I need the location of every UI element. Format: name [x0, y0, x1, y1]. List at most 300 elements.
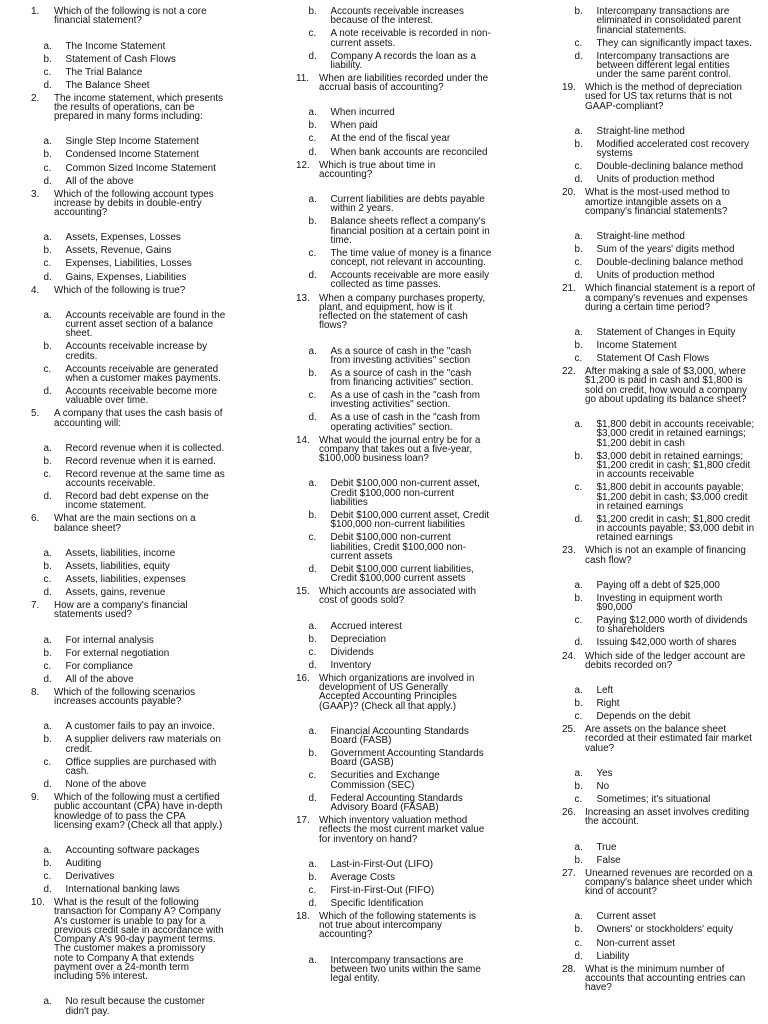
- option-a: [31, 722, 266, 731]
- question-2: [31, 94, 266, 186]
- question-stem: [31, 688, 266, 707]
- option-a: [562, 581, 762, 590]
- question-text: Which financial statement is a report of a company's revenues and expenses during a certain time period?: [585, 283, 756, 313]
- answer-options: [562, 581, 762, 648]
- option-letter: b.: [574, 6, 583, 17]
- question-text: What is the most-used method to amortize intangible assets on a company's financial statements?: [585, 187, 730, 217]
- option-text: Company A records the loan as a liability.: [330, 50, 476, 71]
- option-b: [562, 594, 762, 613]
- option-letter: b.: [43, 149, 52, 161]
- question-18: [296, 912, 531, 984]
- option-letter: c.: [43, 756, 52, 768]
- question-text: Unearned revenues are recorded on a company's balance sheet under which kind of account?: [585, 867, 753, 898]
- option-letter: a.: [574, 125, 583, 137]
- option-text: Average Costs: [330, 871, 396, 883]
- option-b: [562, 925, 762, 934]
- option-text: Units of production method: [596, 270, 715, 282]
- option-text: Modified accelerated cost recovery systems: [596, 138, 750, 160]
- question-text: Which accounts are associated with cost of goods sold?: [319, 586, 476, 607]
- option-b: [31, 457, 266, 466]
- option-a: [31, 444, 266, 453]
- option-c: [562, 712, 762, 721]
- question-text: What is the result of the following transaction for Company A? Company A's customer is unable to pay for a previous credit sale in accordance with Company A's 90-day payment terms. The customer makes a promissory note to Company A that extends payment over a 24-month term including 5% interest.: [54, 897, 224, 983]
- question-16: [296, 674, 531, 812]
- answer-options: [296, 860, 531, 908]
- option-letter: d.: [308, 659, 317, 671]
- option-text: For external negotiation: [65, 647, 170, 659]
- option-letter: b.: [308, 510, 317, 521]
- question-stem: [562, 965, 762, 993]
- question-number: 1.: [31, 6, 40, 17]
- option-letter: c.: [308, 770, 317, 782]
- answer-options: [31, 137, 266, 185]
- option-letter: a.: [574, 911, 583, 923]
- option-text: Double-declining balance method: [596, 257, 744, 269]
- option-a: [562, 769, 762, 778]
- option-letter: d.: [43, 491, 52, 503]
- option-letter: a.: [574, 685, 583, 697]
- option-letter: b.: [43, 245, 52, 257]
- option-a: [562, 420, 762, 448]
- option-letter: d.: [43, 175, 52, 187]
- option-letter: b.: [43, 734, 52, 746]
- answer-options: [296, 727, 531, 812]
- option-d: [31, 387, 266, 406]
- option-letter: c.: [574, 937, 583, 949]
- option-letter: d.: [574, 513, 583, 525]
- option-text: Expenses, Liabilities, Losses: [65, 258, 192, 270]
- option-text: The Balance Sheet: [65, 79, 150, 91]
- option-text: As a source of cash in the "cash from investing activities" section: [330, 345, 472, 366]
- option-d: [296, 148, 531, 157]
- option-letter: b.: [43, 341, 52, 353]
- option-letter: c.: [574, 257, 583, 269]
- answer-options: [296, 195, 531, 290]
- question-stem: [296, 816, 531, 844]
- option-d: [296, 413, 531, 432]
- option-c: [562, 616, 762, 635]
- question-stem: [31, 94, 266, 122]
- option-text: A supplier delivers raw materials on credit.: [65, 734, 221, 755]
- option-letter: c.: [308, 884, 317, 896]
- option-letter: b.: [574, 592, 583, 604]
- question-stem: [296, 74, 531, 93]
- option-a: [562, 912, 762, 921]
- option-c: [296, 134, 531, 143]
- option-text: Federal Accounting Standards Advisory Board (FASAB): [330, 792, 463, 813]
- option-letter: d.: [43, 385, 52, 397]
- option-letter: d.: [574, 637, 583, 649]
- option-letter: d.: [574, 50, 583, 62]
- option-letter: c.: [43, 258, 52, 270]
- option-letter: d.: [308, 897, 317, 909]
- option-text: The Income Statement: [65, 40, 166, 52]
- option-letter: b.: [308, 216, 317, 228]
- option-b: [296, 7, 531, 26]
- option-letter: a.: [43, 232, 52, 244]
- option-letter: b.: [43, 53, 52, 65]
- question-number: 14.: [296, 434, 310, 446]
- question-stem: [562, 367, 762, 404]
- option-text: Gains, Expenses, Liabilities: [65, 271, 187, 283]
- question-text: Which inventory valuation method reflects the most current market value for inventory on hand?: [319, 815, 485, 845]
- option-text: Paying $12,000 worth of dividends to shareholders: [596, 615, 748, 636]
- option-text: Units of production method: [596, 174, 715, 186]
- option-text: Current liabilities are debts payable within 2 years.: [330, 194, 485, 215]
- option-text: Assets, Expenses, Losses: [65, 232, 181, 244]
- option-text: Straight-line method: [596, 125, 685, 137]
- option-d: [31, 273, 266, 282]
- question-10: [31, 898, 266, 1016]
- option-letter: a.: [43, 634, 52, 646]
- option-d: [296, 794, 531, 813]
- option-letter: c.: [43, 66, 52, 78]
- option-text: Assets, liabilities, equity: [65, 560, 170, 572]
- option-text: $1,800 debit in accounts payable; $1,200 debit in cash; $3,000 credit in retained earnings: [596, 482, 748, 512]
- option-letter: d.: [308, 563, 317, 575]
- question-stem: [296, 294, 531, 331]
- option-letter: a.: [43, 547, 52, 559]
- option-text: Depreciation: [330, 633, 386, 645]
- question-number: 13.: [296, 292, 310, 304]
- option-text: Assets, liabilities, expenses: [65, 574, 186, 586]
- option-text: Debit $100,000 current liabilities, Credit $100,000 current assets: [330, 563, 474, 585]
- option-text: As a use of cash in the "cash from investing activities" section.: [330, 390, 481, 411]
- question-stem: [296, 674, 531, 711]
- option-a: [31, 549, 266, 558]
- answer-options: [562, 912, 762, 960]
- option-d: [31, 81, 266, 90]
- option-b: [562, 7, 762, 35]
- question-text: When a company purchases property, plant, and equipment, how is it reflected on the statement of cash flows?: [319, 292, 486, 332]
- option-text: Debit $100,000 non-current asset, Credit $100,000 non-current liabilities: [330, 478, 480, 508]
- answer-options: [562, 232, 762, 280]
- option-text: When incurred: [330, 107, 395, 119]
- question-stem: [296, 587, 531, 606]
- option-text: Condensed Income Statement: [65, 149, 199, 161]
- question-number: 26.: [562, 807, 576, 819]
- option-letter: c.: [308, 247, 317, 259]
- option-a: [296, 727, 531, 746]
- option-c: [31, 575, 266, 584]
- option-text: Straight-line method: [596, 231, 685, 243]
- option-letter: d.: [43, 673, 52, 685]
- answer-options: [562, 420, 762, 542]
- option-text: No: [596, 780, 610, 792]
- option-text: Accounts receivable are generated when a customer makes payments.: [65, 363, 221, 384]
- answer-options: [562, 843, 762, 865]
- question-text: Which side of the ledger account are debits recorded on?: [585, 650, 746, 671]
- option-text: Right: [596, 698, 620, 710]
- question-6: [31, 514, 266, 597]
- option-b: [296, 511, 531, 530]
- option-letter: c.: [308, 532, 317, 544]
- option-b: [562, 140, 762, 159]
- option-letter: b.: [308, 6, 317, 17]
- question-number: 17.: [296, 815, 310, 827]
- option-letter: c.: [308, 646, 317, 658]
- question-text: What is the minimum number of accounts that accounting entries can have?: [585, 963, 746, 994]
- option-letter: b.: [308, 633, 317, 645]
- question-number: 2.: [31, 92, 40, 104]
- option-letter: d.: [308, 270, 317, 282]
- option-letter: a.: [43, 721, 52, 733]
- option-text: Common Sized Income Statement: [65, 162, 216, 174]
- option-c: [31, 259, 266, 268]
- option-text: Debit $100,000 non-current liabilities, Credit $100,000 non- current assets: [330, 532, 467, 562]
- option-letter: b.: [308, 367, 317, 379]
- option-d: [562, 175, 762, 184]
- question-text: Which of the following is not a core financial statement?: [54, 6, 207, 27]
- option-c: [562, 795, 762, 804]
- question-stem: [31, 601, 266, 620]
- option-text: International banking laws: [65, 884, 180, 896]
- question-stem: [562, 188, 762, 216]
- option-letter: a.: [308, 620, 317, 632]
- option-text: Accounts receivable are found in the current asset section of a balance sheet.: [65, 309, 226, 340]
- question-stem: [31, 286, 266, 295]
- question-stem: [562, 808, 762, 827]
- question-number: 18.: [296, 910, 310, 922]
- option-d: [31, 588, 266, 597]
- question-text: Which is not an example of financing cash flow?: [585, 545, 746, 566]
- option-letter: c.: [43, 660, 52, 672]
- option-letter: c.: [43, 162, 52, 174]
- question-27: [562, 869, 762, 961]
- option-d: [31, 780, 266, 789]
- option-c: [296, 29, 531, 48]
- option-text: Derivatives: [65, 871, 115, 883]
- option-letter: b.: [574, 138, 583, 150]
- option-letter: a.: [574, 579, 583, 591]
- option-c: [562, 354, 762, 363]
- option-letter: a.: [308, 858, 317, 870]
- option-b: [562, 782, 762, 791]
- option-text: Statement Of Cash Flows: [596, 353, 710, 365]
- question-20: [562, 188, 762, 280]
- question-text: Which of the following must a certified public accountant (CPA) have in-depth knowledge of to pass the CPA licensing exam? (Check all that apply.): [54, 792, 223, 831]
- option-letter: a.: [574, 841, 583, 853]
- option-letter: a.: [43, 996, 52, 1008]
- option-text: Accrued interest: [330, 620, 402, 632]
- question-number: 12.: [296, 159, 310, 171]
- option-text: As a use of cash in the "cash from operating activities" section.: [330, 412, 481, 433]
- option-text: No result because the customer didn't pay.: [65, 996, 205, 1017]
- option-b: [562, 245, 762, 254]
- option-c: [296, 391, 531, 410]
- option-letter: c.: [574, 482, 583, 494]
- question-26: [562, 808, 762, 865]
- option-b: [296, 121, 531, 130]
- question-number: 24.: [562, 650, 576, 662]
- question-stem: [562, 652, 762, 671]
- option-letter: b.: [43, 858, 52, 870]
- answer-options: [296, 7, 531, 70]
- answer-options: [296, 622, 531, 670]
- option-text: $3,000 debit in retained earnings; $1,200 credit in cash; $1,800 credit in accounts receivable: [596, 450, 751, 481]
- option-c: [31, 68, 266, 77]
- option-text: Investing in equipment worth $90,000: [596, 592, 723, 614]
- answer-options: [562, 127, 762, 185]
- option-a: [562, 686, 762, 695]
- question-12: [296, 161, 531, 290]
- question-text: Which of the following scenarios increases accounts payable?: [54, 686, 196, 708]
- option-b: [31, 150, 266, 159]
- question-stem: [31, 898, 266, 981]
- option-letter: b.: [574, 450, 583, 462]
- question-7: [31, 601, 266, 684]
- option-letter: c.: [574, 615, 583, 627]
- option-b: [296, 749, 531, 768]
- option-text: Non-current asset: [596, 937, 675, 949]
- option-letter: a.: [308, 954, 317, 966]
- option-text: False: [596, 854, 621, 866]
- option-text: Double-declining balance method: [596, 161, 744, 173]
- option-text: Record revenue at the same time as accounts receivable.: [65, 468, 225, 490]
- option-text: Record revenue when it is earned.: [65, 455, 216, 467]
- option-a: [562, 843, 762, 852]
- option-c: [31, 872, 266, 881]
- option-d: [31, 492, 266, 511]
- option-a: [296, 347, 531, 366]
- option-letter: b.: [574, 924, 583, 936]
- option-d: [296, 271, 531, 290]
- question-number: 7.: [31, 600, 40, 612]
- option-text: Yes: [596, 767, 613, 779]
- option-a: [296, 195, 531, 214]
- option-d: [296, 899, 531, 908]
- option-letter: a.: [43, 309, 52, 321]
- option-text: Securities and Exchange Commission (SEC): [330, 770, 440, 791]
- answer-options: [562, 769, 762, 804]
- option-a: [562, 328, 762, 337]
- option-text: Record bad debt expense on the income statement.: [65, 491, 209, 512]
- question-number: 5.: [31, 408, 40, 420]
- option-letter: a.: [43, 442, 52, 454]
- column-1: [31, 7, 266, 1016]
- option-text: Office supplies are purchased with cash.: [65, 756, 217, 777]
- question-number: 27.: [562, 867, 576, 879]
- option-d: [562, 952, 762, 961]
- question-25: [562, 725, 762, 804]
- question-5: [31, 409, 266, 510]
- option-letter: c.: [308, 390, 317, 402]
- option-b: [31, 246, 266, 255]
- question-number: 11.: [296, 72, 309, 84]
- option-c: [31, 164, 266, 173]
- question-stem: [31, 514, 266, 533]
- option-letter: a.: [574, 419, 583, 431]
- option-c: [562, 162, 762, 171]
- option-letter: b.: [308, 871, 317, 883]
- question-number: 8.: [31, 686, 40, 698]
- option-text: Intercompany transactions are between two units within the same legal entity.: [330, 954, 481, 985]
- question-stem: [562, 284, 762, 312]
- question-number: 22.: [562, 366, 576, 378]
- option-text: None of the above: [65, 778, 147, 790]
- option-letter: b.: [43, 560, 52, 572]
- question-stem: [296, 436, 531, 464]
- option-a: [31, 311, 266, 339]
- option-text: Record revenue when it is collected.: [65, 442, 225, 454]
- option-a: [31, 846, 266, 855]
- answer-options: [31, 636, 266, 684]
- option-d: [296, 565, 531, 584]
- option-text: Accounts receivable increase by credits.: [65, 341, 208, 362]
- option-letter: d.: [308, 50, 317, 62]
- option-text: $1,800 debit in accounts receivable; $3,000 credit in retained earnings; $1,200 debit in cash: [596, 419, 755, 449]
- option-text: Statement of Cash Flows: [65, 53, 176, 65]
- option-letter: c.: [308, 28, 317, 40]
- option-text: All of the above: [65, 673, 134, 685]
- answer-options: [562, 686, 762, 721]
- option-letter: c.: [43, 468, 52, 480]
- option-c: [296, 771, 531, 790]
- option-letter: d.: [574, 270, 583, 282]
- option-letter: d.: [308, 146, 317, 158]
- option-letter: c.: [574, 161, 583, 173]
- option-a: [31, 636, 266, 645]
- option-a: [296, 622, 531, 631]
- question-text: Which is the method of depreciation used for US tax returns that is not GAAP-compliant?: [585, 82, 742, 112]
- answer-options: [296, 479, 531, 583]
- option-c: [296, 886, 531, 895]
- question-28: [562, 965, 762, 993]
- option-text: Assets, gains, revenue: [65, 587, 166, 599]
- answer-options: [296, 108, 531, 156]
- option-letter: a.: [308, 345, 317, 357]
- option-letter: a.: [43, 136, 52, 148]
- option-text: As a source of cash in the "cash from financing activities" section.: [330, 367, 474, 389]
- question-number: 3.: [31, 188, 40, 200]
- option-text: A customer fails to pay an invoice.: [65, 721, 215, 733]
- option-letter: d.: [574, 950, 583, 962]
- option-text: Inventory: [330, 659, 372, 671]
- column-3: [562, 7, 762, 992]
- option-b: [31, 735, 266, 754]
- option-letter: d.: [308, 792, 317, 804]
- option-letter: b.: [43, 455, 52, 467]
- option-letter: b.: [574, 698, 583, 710]
- option-text: They can significantly impact taxes.: [596, 37, 752, 49]
- option-text: For internal analysis: [65, 634, 154, 646]
- option-b: [296, 217, 531, 245]
- option-text: Income Statement: [596, 340, 677, 352]
- option-a: [296, 108, 531, 117]
- question-stem: [562, 869, 762, 897]
- question-number: 21.: [562, 283, 576, 295]
- question-17: [296, 816, 531, 908]
- question-text: After making a sale of $3,000, where $1,200 is paid in cash and $1,800 is sold on credit, how would a company go about updating its balance sheet?: [585, 366, 747, 405]
- question-4: [31, 286, 266, 406]
- option-d: [31, 885, 266, 894]
- option-text: Assets, Revenue, Gains: [65, 245, 172, 257]
- question-text: A company that uses the cash basis of accounting will:: [54, 408, 223, 429]
- option-c: [31, 662, 266, 671]
- option-text: Intercompany transactions are eliminated in consolidated parent financial statements.: [596, 6, 741, 36]
- option-a: [31, 137, 266, 146]
- option-letter: c.: [574, 353, 583, 365]
- question-stem: [562, 83, 762, 111]
- option-a: [562, 232, 762, 241]
- option-a: [296, 860, 531, 869]
- option-d: [562, 515, 762, 543]
- option-text: Paying off a debt of $25,000: [596, 579, 720, 591]
- option-text: All of the above: [65, 175, 134, 187]
- option-letter: c.: [574, 794, 583, 806]
- option-d: [562, 52, 762, 80]
- question-text: Which organizations are involved in development of US Generally Accepted Accounting Principles (GAAP)? (Check all that apply.): [319, 672, 475, 712]
